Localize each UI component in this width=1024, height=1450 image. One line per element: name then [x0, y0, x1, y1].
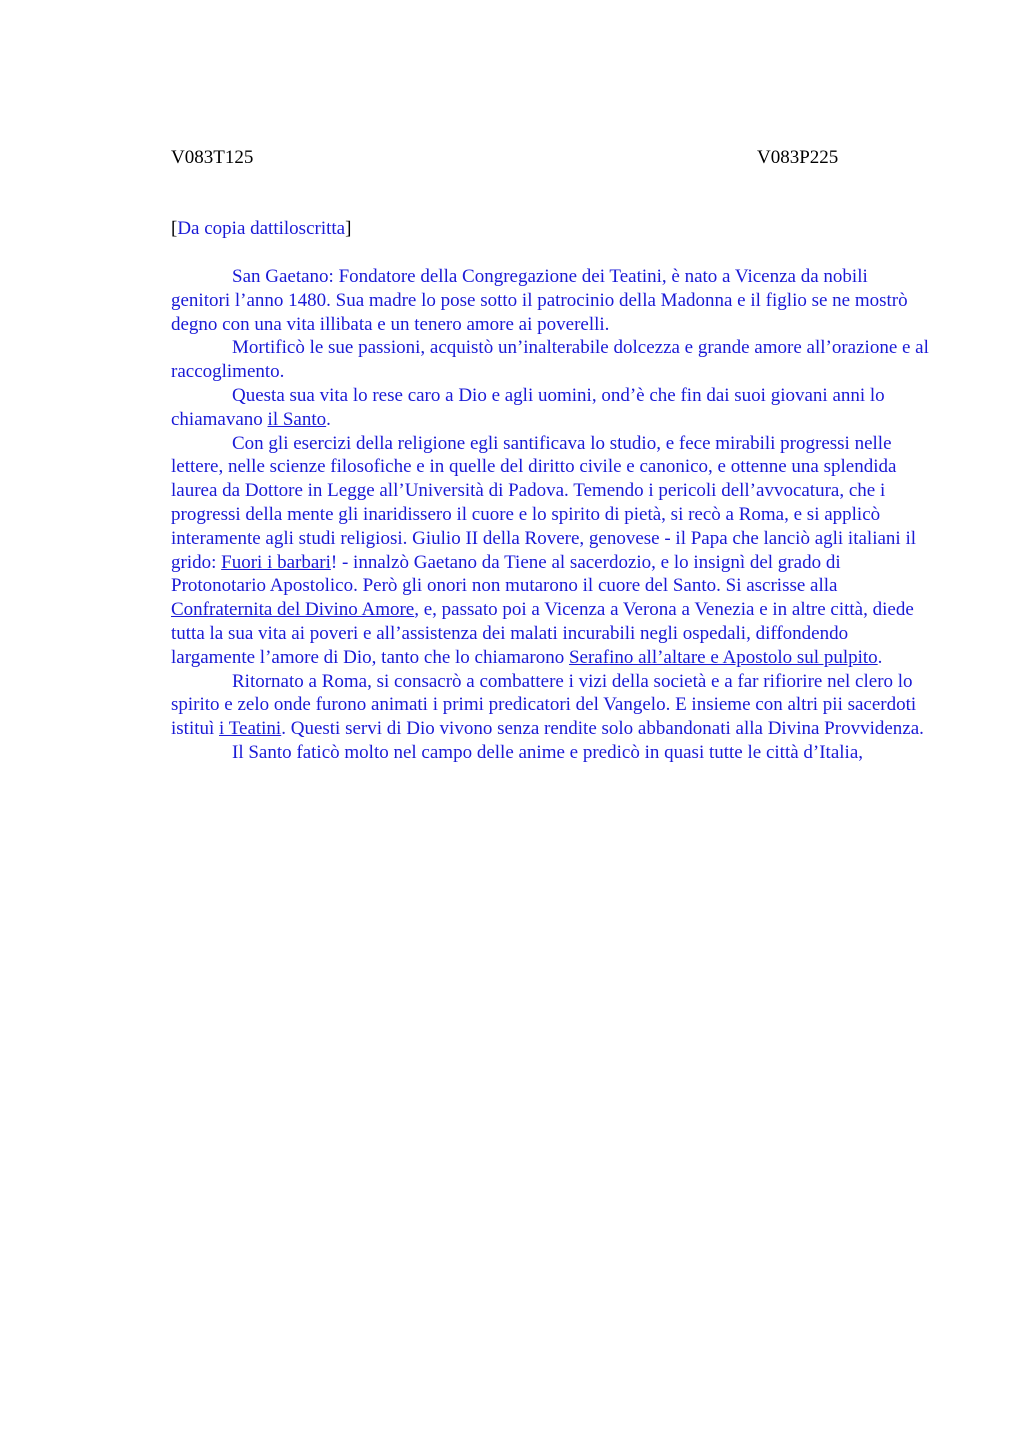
link-serafino-apostolo[interactable]: Serafino all’altare e Apostolo sul pulpito [568, 646, 878, 668]
source-note-close-bracket: ] [345, 218, 352, 239]
body-text [171, 265, 931, 765]
header-right-code: V083P225 [757, 147, 839, 168]
paragraph-4-text-c: , e, passato poi a Vicenza a Verona a Venezia e in altre città, diede tutta la sua vita ai poveri e all’assistenza dei malati incurabili negli ospedali, diffondendo largamente l’amore di Dio, tanto che lo chiamarono [171, 599, 914, 668]
paragraph-4-text-a: Con gli esercizi della religione egli santificava lo studio, e fece mirabili progressi nelle lettere, nelle scienze filosofiche e in quelle del diritto civile e canonico, e ottenne una splendida laurea da Dottore in Legge all’Università di Padova. Temendo i pericoli dell’avvocatura, che i progressi della mente gli inaridissero il cuore e lo spirito di pietà, si recò a Roma, e si applicò interamente agli studi religiosi. Giulio II della Rovere, genovese - il Papa che lanciò agli italiani il grido: [171, 432, 916, 573]
paragraph-4-text-d: . [877, 646, 883, 668]
paragraph-3-text: Questa sua vita lo rese caro a Dio e agli uomini, ond’è che fin dai suoi giovani anni lo chiamavano [171, 384, 885, 430]
paragraph-5-text-b: . Questi servi di Dio vivono senza rendite solo abbandonati alla Divina Provvidenza. [281, 718, 924, 740]
link-fuori-i-barbari[interactable]: Fuori i barbari [221, 551, 331, 573]
source-note [171, 217, 351, 241]
link-i-teatini[interactable]: i Teatini [219, 718, 282, 740]
paragraph-6: Il Santo faticò molto nel campo delle anime e predicò in quasi tutte le città d’Italia, [232, 741, 864, 763]
header-left-code: V083T125 [171, 147, 254, 168]
paragraph-3-end: . [326, 408, 331, 430]
source-note-open-bracket: [ [171, 218, 178, 239]
paragraph-5-text-a: Ritornato a Roma, si consacrò a combattere i vizi della società e a far rifiorire nel clero lo spirito e zelo onde furono animati i primi predicatori del Vangelo. E insieme con altri pii sacerdoti istituì [171, 670, 917, 740]
paragraph-2: Mortificò le sue passioni, acquistò un’inalterabile dolcezza e grande amore all’orazione e al raccoglimento. [171, 337, 929, 383]
link-confraternita-divino-amore[interactable]: Confraternita del Divino Amore [171, 599, 415, 621]
source-note-text: Da copia dattiloscritta [177, 218, 346, 239]
link-il-santo[interactable]: il Santo [267, 408, 327, 430]
paragraph-4 [171, 432, 931, 670]
paragraph-5 [171, 670, 931, 741]
paragraph-3 [171, 384, 931, 432]
paragraph-1: San Gaetano: Fondatore della Congregazione dei Teatini, è nato a Vicenza da nobili genitori l’anno 1480. Sua madre lo pose sotto il patrocinio della Madonna e il figlio se ne mostrò degno con una vita illibata e un tenero amore ai poverelli. [171, 266, 908, 335]
paragraph-4-text-b: ! - innalzò Gaetano da Tiene al sacerdozio, e lo insignì del grado di Protonotario Apostolico. Però gli onori non mutarono il cuore del Santo. Si ascrisse alla [171, 551, 841, 597]
